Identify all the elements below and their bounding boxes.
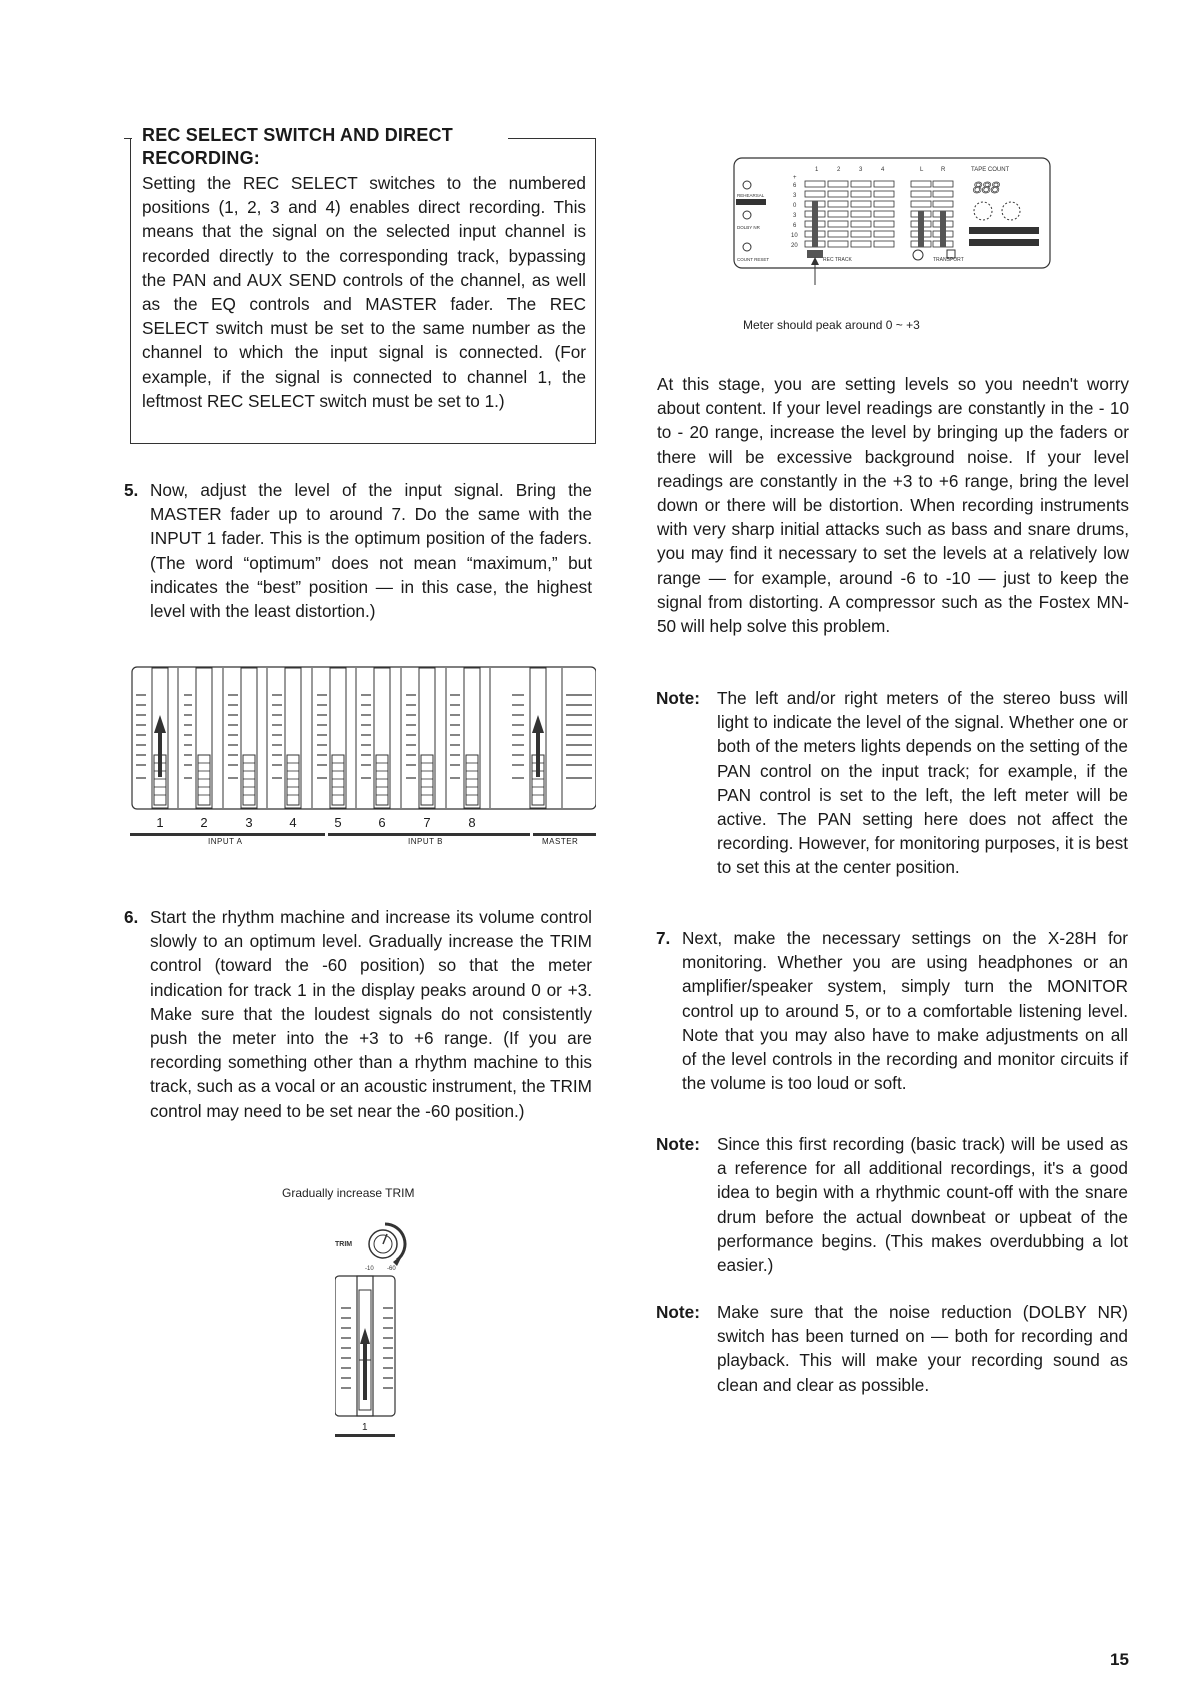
channel-label: 5 bbox=[334, 815, 342, 830]
meter-caption: Meter should peak around 0 ~ +3 bbox=[743, 318, 920, 332]
channel-label: 6 bbox=[378, 815, 386, 830]
svg-text:TRANSPORT: TRANSPORT bbox=[933, 257, 964, 263]
svg-text:6: 6 bbox=[793, 223, 797, 229]
rec-select-box bbox=[124, 124, 596, 444]
note-label: Note: bbox=[656, 688, 700, 708]
level-paragraph: At this stage, you are setting levels so you needn't worry about content. If your level readings are constantly in the - 10 to - 20 range, increase the level by bringing up the faders or there will be excessive background noise. If your level readings are constantly in the +3 to +6 range, bring the level down or there will be distortion. When recording instruments with very sharp initial attacks such as bass and snare drums, you may find it necessary to set the levels at a relatively low range — for example, around -6 to -10 — just to keep the signal from distorting. A compressor such as the Fostex MN-50 will help solve this problem. bbox=[657, 374, 1129, 637]
svg-text:10: 10 bbox=[791, 233, 798, 239]
svg-text:R: R bbox=[941, 167, 946, 173]
box-heading: REC SELECT SWITCH AND DIRECT RECORDING: bbox=[142, 125, 453, 168]
svg-text:20: 20 bbox=[791, 243, 798, 249]
note-text: The left and/or right meters of the stereo buss will light to indicate the level of the signal. Whether one or both of the meters lights depends on the setting of the PAN control on the input track; for example, if the PAN control is set to the left, the left meter will be active. The PAN setting here does not affect the recording. However, for monitoring purposes, it is best to set this at the center position. bbox=[717, 688, 1128, 878]
note-dolby-nr bbox=[656, 1300, 1128, 1397]
group-label-input-b: INPUT B bbox=[408, 837, 443, 846]
mixer-fader-illustration bbox=[130, 665, 596, 815]
channel-label: 3 bbox=[245, 815, 253, 830]
step-number: 6. bbox=[124, 907, 139, 927]
svg-text:COUNT RESET: COUNT RESET bbox=[737, 257, 770, 262]
box-frame-top-left bbox=[124, 138, 132, 139]
svg-text:+: + bbox=[793, 175, 797, 181]
channel-label: 1 bbox=[156, 815, 164, 830]
step-6 bbox=[124, 905, 592, 1123]
trim-caption: Gradually increase TRIM bbox=[282, 1186, 415, 1200]
svg-text:3: 3 bbox=[793, 213, 797, 219]
step-number: 5. bbox=[124, 480, 139, 500]
trim-knob-illustration bbox=[335, 1210, 445, 1450]
step-number: 7. bbox=[656, 928, 671, 948]
svg-text:TAPE COUNT: TAPE COUNT bbox=[971, 167, 1010, 173]
note-text: Since this first recording (basic track) will be used as a reference for all additional recordings, it's a good idea to begin with a rhythmic count-off with the snare drum before the actual downbeat or upbeat of the performance begins. (This makes overdubbing a lot easier.) bbox=[717, 1134, 1128, 1276]
note-text: Make sure that the noise reduction (DOLBY NR) switch has been turned on — both for recording and playback. This will make your recording sound as clean and clear as possible. bbox=[717, 1302, 1128, 1395]
fader-strips bbox=[152, 668, 562, 808]
mixer-channel-labels bbox=[130, 815, 596, 847]
svg-text:1: 1 bbox=[815, 167, 819, 173]
step-7 bbox=[656, 926, 1128, 1095]
channel-label: 8 bbox=[468, 815, 476, 830]
svg-text:L: L bbox=[920, 167, 924, 173]
step-text: Next, make the necessary settings on the X-28H for monitoring. Whether you are using headphones or an amplifier/speaker system, simply turn the MONITOR control up to around 5, or to a comfortable listening level. Note that you may also have to make adjustments on all of the level controls in the recording and monitor circuits if the volume is too loud or soft. bbox=[682, 928, 1128, 1094]
page-number: 15 bbox=[1110, 1650, 1129, 1669]
svg-text:6: 6 bbox=[793, 183, 797, 189]
step-5 bbox=[124, 478, 592, 623]
svg-text:TRIM: TRIM bbox=[335, 1241, 353, 1248]
svg-text:4: 4 bbox=[881, 167, 885, 173]
channel-label: 4 bbox=[289, 815, 297, 830]
svg-text:3: 3 bbox=[859, 167, 863, 173]
note-label: Note: bbox=[656, 1134, 700, 1154]
step-text: Start the rhythm machine and increase its volume control slowly to an optimum level. Gradually increase the TRIM control (toward the -60 position) so that the meter indication for track 1 in the display peaks around 0 or +3. Make sure that the loudest signals do not consistently push the meter into the +3 to +6 range. (If you are recording something other than a rhythm machine to this track, such as a vocal or an acoustic instrument, the TRIM control may need to be set near the -60 position.) bbox=[150, 907, 592, 1121]
note-label: Note: bbox=[656, 1302, 700, 1322]
input-b-bar bbox=[328, 833, 530, 836]
group-label-input-a: INPUT A bbox=[208, 837, 243, 846]
svg-text:1: 1 bbox=[362, 1422, 368, 1433]
step-text: Now, adjust the level of the input signal. Bring the MASTER fader up to around 7. Do the same with the INPUT 1 fader. This is the optimum position of the faders. (The word “optimum” does not mean “maximum,” but indicates the “best” position — in this case, the highest level with the least distortion.) bbox=[150, 480, 592, 622]
channel-label: 2 bbox=[200, 815, 208, 830]
svg-text:0: 0 bbox=[793, 203, 797, 209]
note-basic-track bbox=[656, 1132, 1128, 1277]
group-label-master: MASTER bbox=[542, 837, 579, 846]
svg-text:3: 3 bbox=[793, 193, 797, 199]
svg-text:REC TRACK: REC TRACK bbox=[823, 257, 852, 263]
master-bar bbox=[533, 833, 596, 836]
svg-text:REHEARSAL: REHEARSAL bbox=[737, 193, 765, 198]
svg-text:888: 888 bbox=[973, 180, 1000, 197]
svg-text:-60: -60 bbox=[387, 1266, 396, 1272]
box-body: Setting the REC SELECT switches to the numbered positions (1, 2, 3 and 4) enables direct recording. This means that the signal on the selected input channel is recorded directly to the corresponding track, bypassing the PAN and AUX SEND controls of the channel, as well as the EQ controls and MASTER fader. The REC SELECT switch must be set to the same number as the channel to which the input signal is connected. (For example, if the signal is connected to channel 1, the leftmost REC SELECT switch must be set to 1.) bbox=[142, 173, 586, 411]
level-meter-display-illustration bbox=[733, 157, 1053, 287]
svg-text:2: 2 bbox=[837, 167, 841, 173]
channel-label: 7 bbox=[423, 815, 431, 830]
note-stereo-buss bbox=[656, 686, 1128, 880]
input-a-bar bbox=[130, 833, 325, 836]
svg-text:DOLBY NR: DOLBY NR bbox=[737, 225, 760, 230]
svg-text:-10: -10 bbox=[365, 1266, 374, 1272]
